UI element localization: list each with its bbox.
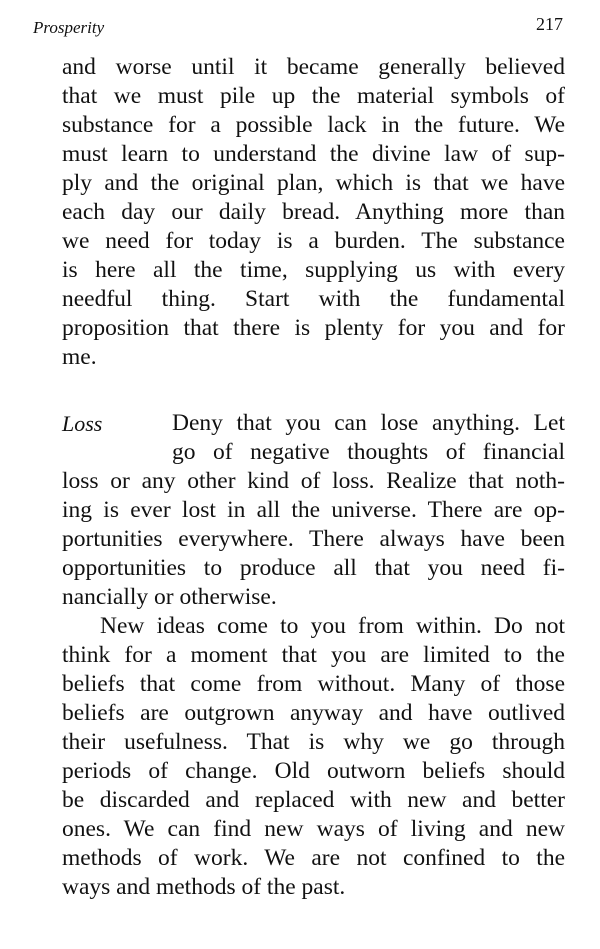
text-line: ways and methods of the past.	[62, 874, 346, 900]
text-line: needful thing. Start with the fundamental	[62, 286, 565, 312]
text-line: that we must pile up the material symbols of	[62, 83, 565, 109]
text-line: portunities everywhere. There always have been	[62, 526, 565, 552]
text-line: we need for today is a burden. The substance	[62, 228, 565, 254]
text-line: go of negative thoughts of financial	[172, 439, 565, 465]
text-line: their usefulness. That is why we go through	[62, 729, 565, 755]
side-heading-loss: Loss	[62, 411, 103, 436]
running-title: Prosperity	[33, 18, 105, 37]
text-line: me.	[62, 344, 97, 370]
text-line: think for a moment that you are limited to the	[62, 642, 565, 668]
text-line: be discarded and replaced with new and better	[62, 787, 565, 813]
text-line: proposition that there is plenty for you and for	[62, 315, 565, 341]
text-line: ones. We can find new ways of living and new	[62, 816, 565, 842]
text-line: New ideas come to you from within. Do not	[100, 613, 565, 639]
text-line: periods of change. Old outworn beliefs should	[62, 758, 565, 784]
text-line: beliefs that come from without. Many of those	[62, 671, 565, 697]
text-line: nancially or otherwise.	[62, 584, 277, 610]
page-number: 217	[536, 14, 563, 34]
text-line: substance for a possible lack in the future. We	[62, 112, 565, 138]
text-line: methods of work. We are not confined to the	[62, 845, 565, 871]
text-line: is here all the time, supplying us with every	[62, 257, 565, 283]
text-line: ply and the original plan, which is that we have	[62, 170, 565, 196]
text-line: and worse until it became generally believed	[62, 54, 565, 80]
text-line: ing is ever lost in all the universe. There are op-	[62, 497, 565, 523]
text-line: beliefs are outgrown anyway and have outlived	[62, 700, 565, 726]
text-line: must learn to understand the divine law of sup-	[62, 141, 565, 167]
text-line: each day our daily bread. Anything more than	[62, 199, 565, 225]
text-line: loss or any other kind of loss. Realize that noth-	[62, 468, 565, 494]
text-line: Deny that you can lose anything. Let	[172, 410, 565, 436]
text-line: opportunities to produce all that you need fi-	[62, 555, 565, 581]
